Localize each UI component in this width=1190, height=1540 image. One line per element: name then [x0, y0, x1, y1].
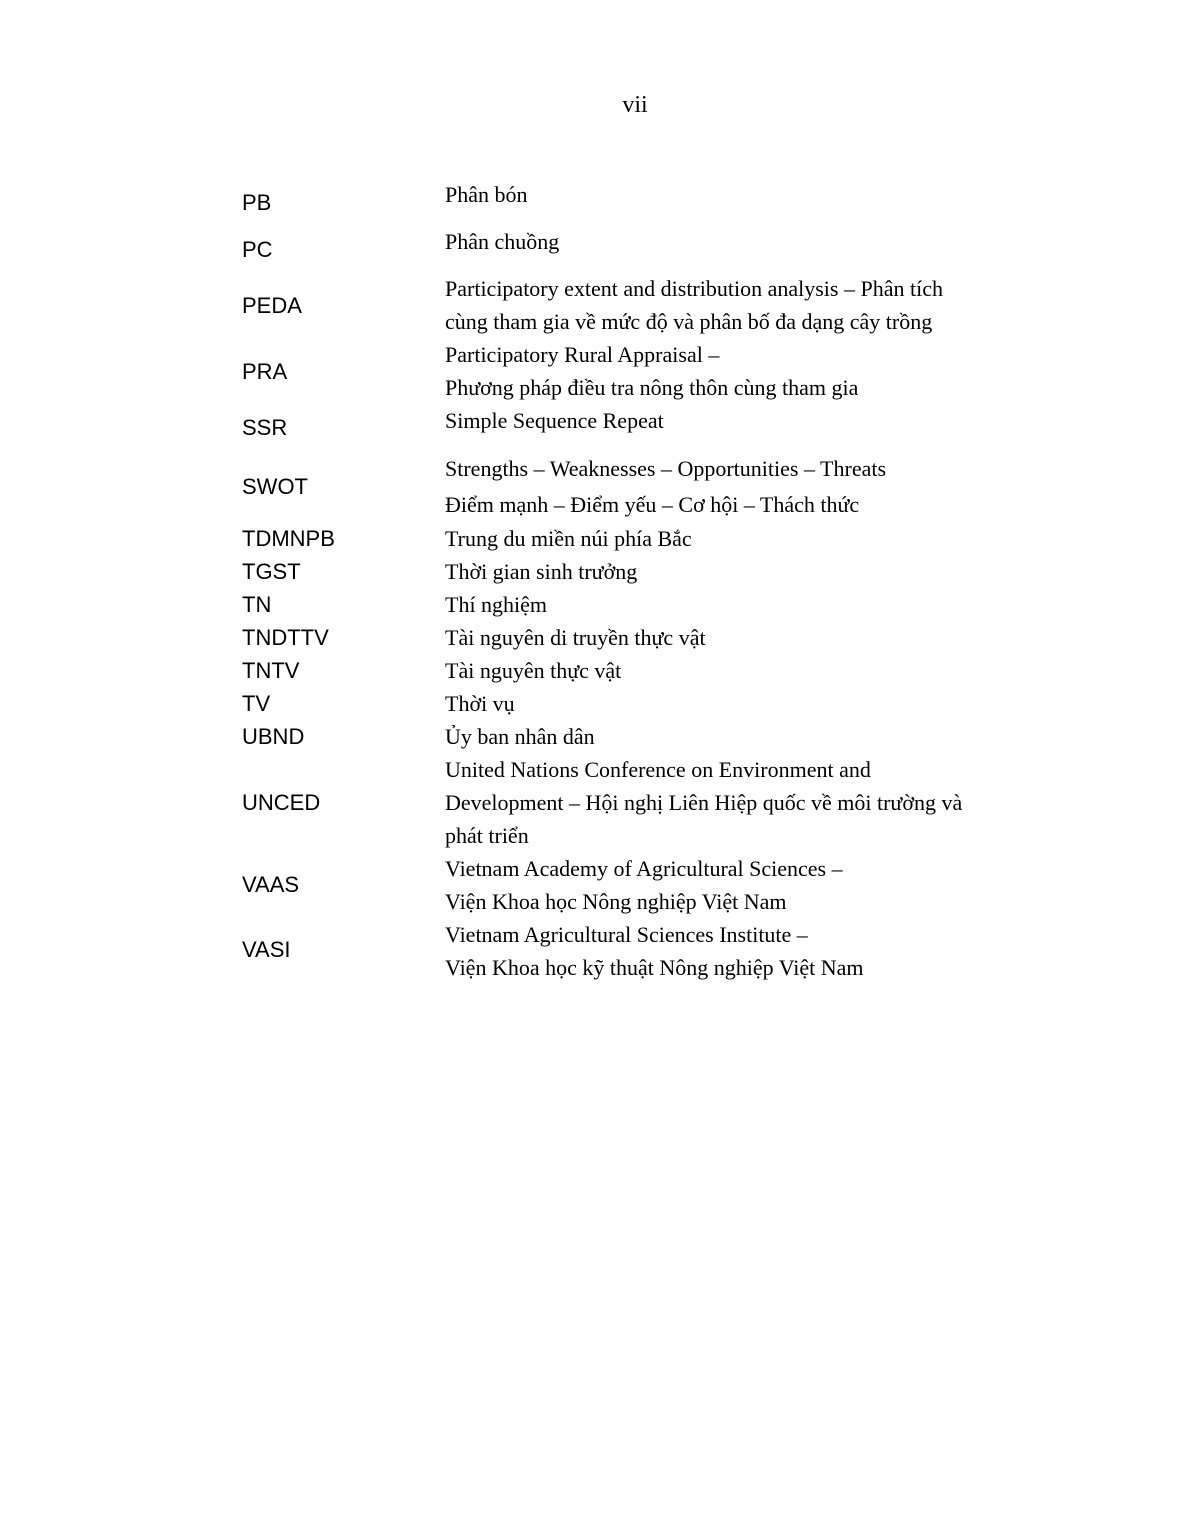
abbreviation-definition [445, 687, 1045, 720]
abbreviation-term: VAAS [242, 872, 300, 897]
definition-line: Thí nghiệm [445, 592, 548, 617]
definition-line: Participatory Rural Appraisal – [445, 342, 720, 367]
definition-line: United Nations Conference on Environment and [445, 757, 871, 782]
definition-line: Phân bón [445, 182, 528, 207]
abbreviation-definition [445, 404, 1045, 437]
abbreviation-term: PRA [242, 359, 288, 384]
definition-line: Strengths – Weaknesses – Opportunities – Threats [445, 456, 887, 481]
abbreviation-definition [445, 654, 1045, 687]
abbreviation-term: TGST [242, 559, 301, 584]
abbreviation-term: SSR [242, 415, 288, 440]
abbreviation-term: TV [242, 691, 271, 716]
abbreviation-term: UBND [242, 724, 305, 749]
definition-line: Trung du miền núi phía Bắc [445, 526, 692, 551]
definition-line: Ủy ban nhân dân [445, 724, 595, 749]
definition-line: Thời vụ [445, 691, 515, 716]
abbreviation-definition [445, 225, 1045, 258]
definition-line: Điểm mạnh – Điểm yếu – Cơ hội – Thách thức [445, 492, 860, 517]
abbreviation-definition [445, 178, 1045, 211]
definition-line: Simple Sequence Repeat [445, 408, 664, 433]
abbreviation-term: SWOT [242, 474, 308, 499]
abbreviation-term: TNTV [242, 658, 300, 683]
definition-line: Phân chuồng [445, 229, 560, 254]
abbreviation-definition [445, 522, 1045, 555]
abbreviation-definition [445, 852, 1045, 918]
abbreviation-term: TNDTTV [242, 625, 329, 650]
abbreviation-definition [445, 720, 1045, 753]
page-number: vii [622, 92, 648, 118]
abbreviation-definition [445, 555, 1045, 588]
abbreviation-definition [445, 753, 1045, 852]
definition-line: Tài nguyên di truyền thực vật [445, 625, 706, 650]
definition-line: Development – Hội nghị Liên Hiệp quốc về môi trường và [445, 790, 963, 815]
definition-line: Phương pháp điều tra nông thôn cùng tham gia [445, 375, 859, 400]
abbreviation-term: VASI [242, 937, 291, 962]
abbreviation-term: PEDA [242, 293, 302, 318]
abbreviation-definition [445, 918, 1045, 984]
abbreviation-term: TDMNPB [242, 526, 335, 551]
definition-line: phát triển [445, 823, 529, 848]
definition-line: Vietnam Academy of Agricultural Sciences – [445, 856, 843, 881]
abbreviation-definition [445, 451, 1045, 523]
abbreviation-definition [445, 338, 1045, 404]
definition-line: Viện Khoa học Nông nghiệp Việt Nam [445, 889, 787, 914]
abbreviation-term: UNCED [242, 790, 321, 815]
definition-line: Thời gian sinh trưởng [445, 559, 638, 584]
abbreviation-term: PC [242, 237, 273, 262]
abbreviation-definition [445, 272, 1045, 338]
abbreviation-definition [445, 621, 1045, 654]
abbreviation-term: PB [242, 190, 272, 215]
definition-line: Tài nguyên thực vật [445, 658, 622, 683]
abbreviation-definition [445, 588, 1045, 621]
definition-line: cùng tham gia về mức độ và phân bố đa dạng cây trồng [445, 309, 933, 334]
definition-line: Viện Khoa học kỹ thuật Nông nghiệp Việt Nam [445, 955, 864, 980]
abbreviation-term: TN [242, 592, 272, 617]
definition-line: Participatory extent and distribution analysis – Phân tích [445, 276, 943, 301]
definition-line: Vietnam Agricultural Sciences Institute – [445, 922, 808, 947]
